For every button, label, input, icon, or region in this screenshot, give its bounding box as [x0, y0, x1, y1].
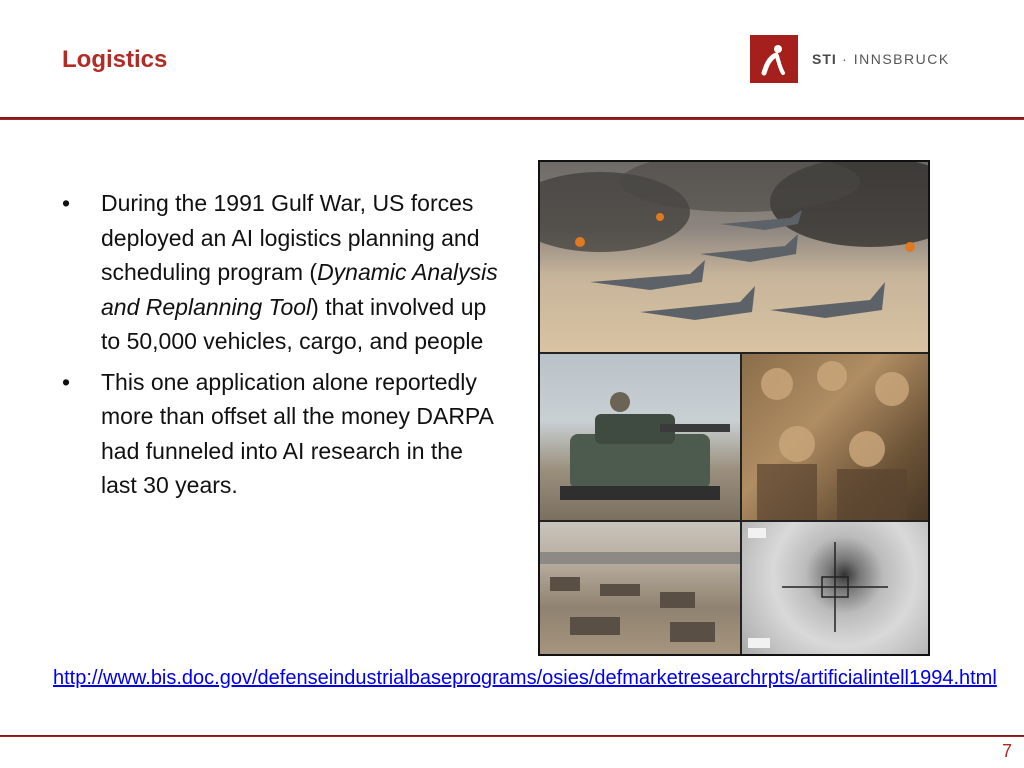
bullet-glyph: •	[62, 190, 71, 216]
fighter-jets-photo	[540, 162, 928, 352]
header-rule	[0, 117, 1024, 120]
gulf-war-photo-collage	[538, 160, 930, 656]
wreckage-road-photo	[540, 522, 740, 654]
program-name: Dynamic Analysis and Replanning Tool	[101, 259, 498, 320]
bullet-text-end: ) that involved up to 50,000 vehicles, cargo, and people	[101, 293, 487, 354]
targeting-display-photo	[742, 522, 928, 654]
footer-rule	[0, 735, 1024, 737]
bullet-item	[62, 186, 502, 359]
logo-location: INNSBRUCK	[853, 51, 950, 67]
bullet-item	[62, 365, 502, 503]
soldiers-photo	[742, 354, 928, 520]
source-link[interactable]: http://www.bis.doc.gov/defenseindustrialbaseprograms/osies/defmarketresearchrpts/artificialintell1994.html	[53, 667, 997, 689]
tank-photo	[540, 354, 740, 520]
bullet-glyph: •	[62, 368, 71, 395]
logo-brand: STI	[812, 51, 837, 67]
logo-wordmark	[812, 51, 950, 67]
bullet-list	[62, 186, 502, 509]
page-number: 7	[1001, 741, 1012, 761]
bullet-text: This one application alone reportedly more than offset all the money DARPA had funneled into AI research in the last 30 years.	[101, 368, 493, 498]
slide-title: Logistics	[62, 46, 168, 73]
logo-separator: ·	[842, 51, 849, 67]
sti-innsbruck-logo	[750, 35, 950, 83]
bullet-text: During the 1991 Gulf War, US forces deployed an AI logistics planning and scheduling program (	[101, 190, 480, 285]
sti-logo-mark-icon	[750, 35, 798, 83]
